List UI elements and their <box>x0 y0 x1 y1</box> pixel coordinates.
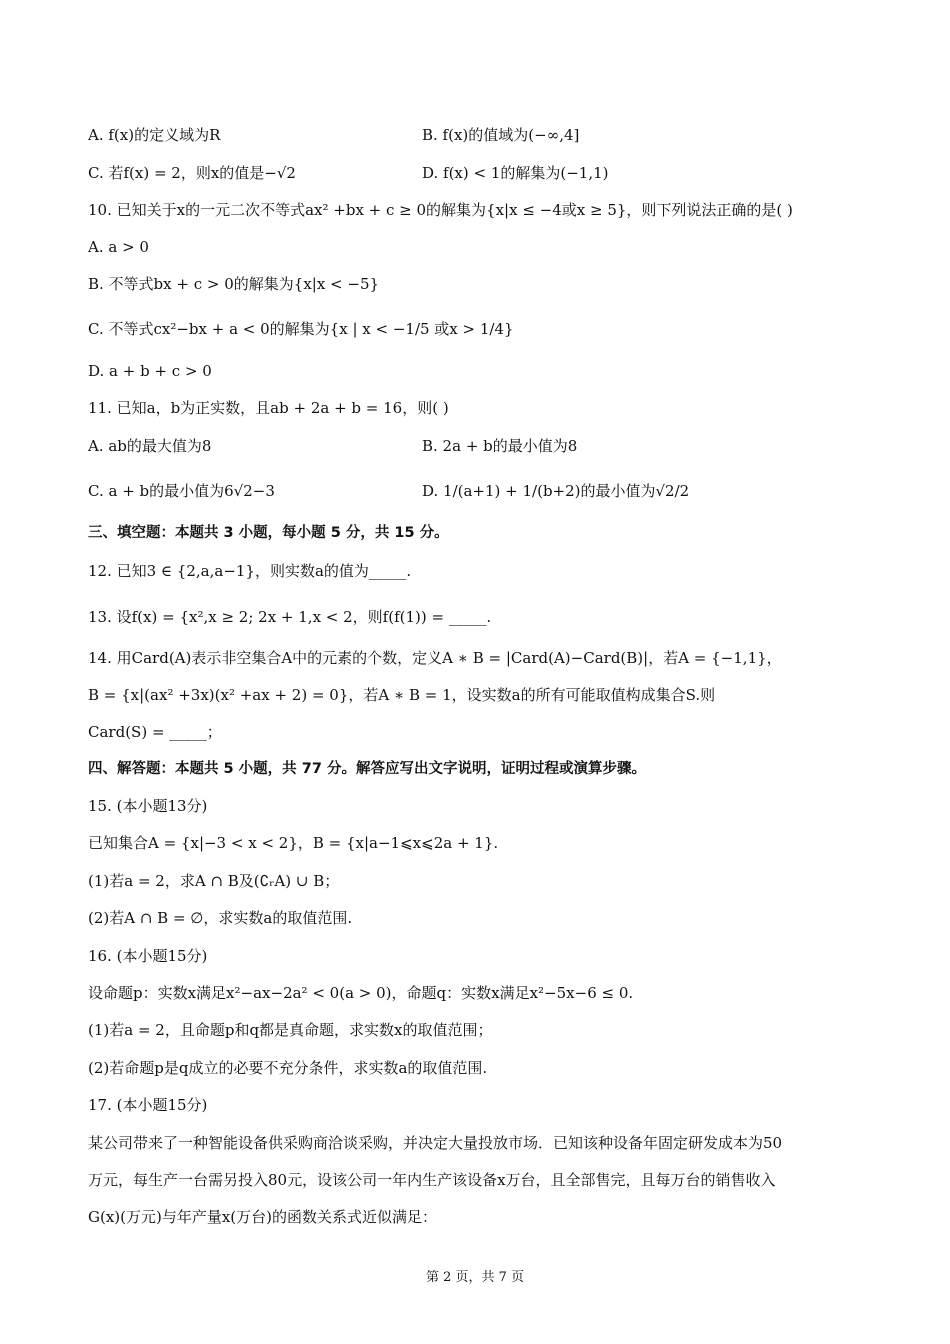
question-15-part2: (2)若A ∩ B = ∅，求实数a的取值范围. <box>88 909 353 927</box>
question-14-line2: B = {x|(ax² +3x)(x² +ax + 2) = 0}，若A ∗ B = 1，设实数a的所有可能取值构成集合S.则 <box>88 686 716 704</box>
question-12: 12. 已知3 ∈ {2,a,a−1}，则实数a的值为_____. <box>88 562 412 580</box>
option-9b: B. f(x)的值域为(−∞,4] <box>422 126 580 144</box>
question-10: 10. 已知关于x的一元二次不等式ax² +bx + c ≥ 0的解集为{x|x ≤ −4或x ≥ 5}，则下列说法正确的是( ) <box>88 201 793 219</box>
question-16-title: 16. (本小题15分) <box>88 947 208 965</box>
question-15-stem: 已知集合A = {x|−3 < x < 2}，B = {x|a−1⩽x⩽2a + 1}. <box>88 834 499 852</box>
question-17-line1: 某公司带来了一种智能设备供采购商洽谈采购，并决定大量投放市场．已知该种设备年固定研发成本为50 <box>88 1134 783 1152</box>
option-11b: B. 2a + b的最小值为8 <box>422 437 578 455</box>
question-17-line2: 万元，每生产一台需另投入80元，设该公司一年内生产该设备x万台，且全部售完，且每万台的销售收入 <box>88 1171 776 1189</box>
option-9a: A. f(x)的定义域为R <box>88 126 221 144</box>
question-15-part1: (1)若a = 2，求A ∩ B及(∁ᵣA) ∪ B； <box>88 872 340 890</box>
option-11c: C. a + b的最小值为6√2−3 <box>88 482 275 500</box>
question-16-part1: (1)若a = 2，且命题p和q都是真命题，求实数x的取值范围； <box>88 1021 493 1039</box>
question-15-title: 15. (本小题13分) <box>88 797 208 815</box>
option-10d: D. a + b + c > 0 <box>88 362 212 380</box>
option-10a: A. a > 0 <box>88 238 149 256</box>
option-10b: B. 不等式bx + c > 0的解集为{x|x < −5} <box>88 275 380 293</box>
question-11: 11. 已知a，b为正实数，且ab + 2a + b = 16，则( ) <box>88 399 449 417</box>
option-11a: A. ab的最大值为8 <box>88 437 212 455</box>
question-14-line1: 14. 用Card(A)表示非空集合A中的元素的个数，定义A ∗ B = |Card(A)−Card(B)|，若A = {−1,1}， <box>88 649 782 667</box>
option-9d: D. f(x) < 1的解集为(−1,1) <box>422 164 609 182</box>
section-3-heading: 三、填空题：本题共 3 小题，每小题 5 分，共 15 分。 <box>88 525 449 541</box>
section-4-heading: 四、解答题：本题共 5 小题，共 77 分。解答应写出文字说明，证明过程或演算步骤。 <box>88 761 646 777</box>
question-16-stem: 设命题p：实数x满足x²−ax−2a² < 0(a > 0)，命题q：实数x满足x²−5x−6 ≤ 0. <box>88 984 634 1002</box>
page-footer: 第 2 页，共 7 页 <box>425 1270 525 1285</box>
question-17-line3: G(x)(万元)与年产量x(万台)的函数关系式近似满足： <box>88 1208 438 1226</box>
option-10c: C. 不等式cx²−bx + a < 0的解集为{x | x < −1/5 或x > 1/4} <box>88 320 514 338</box>
option-9c: C. 若f(x) = 2，则x的值是−√2 <box>88 164 296 182</box>
question-16-part2: (2)若命题p是q成立的必要不充分条件，求实数a的取值范围. <box>88 1059 488 1077</box>
question-17-title: 17. (本小题15分) <box>88 1096 208 1114</box>
option-11d: D. 1/(a+1) + 1/(b+2)的最小值为√2/2 <box>422 482 690 500</box>
question-14-line3: Card(S) = _____； <box>88 723 222 741</box>
question-13: 13. 设f(x) = {x²,x ≥ 2; 2x + 1,x < 2，则f(f(1)) = _____. <box>88 608 492 626</box>
